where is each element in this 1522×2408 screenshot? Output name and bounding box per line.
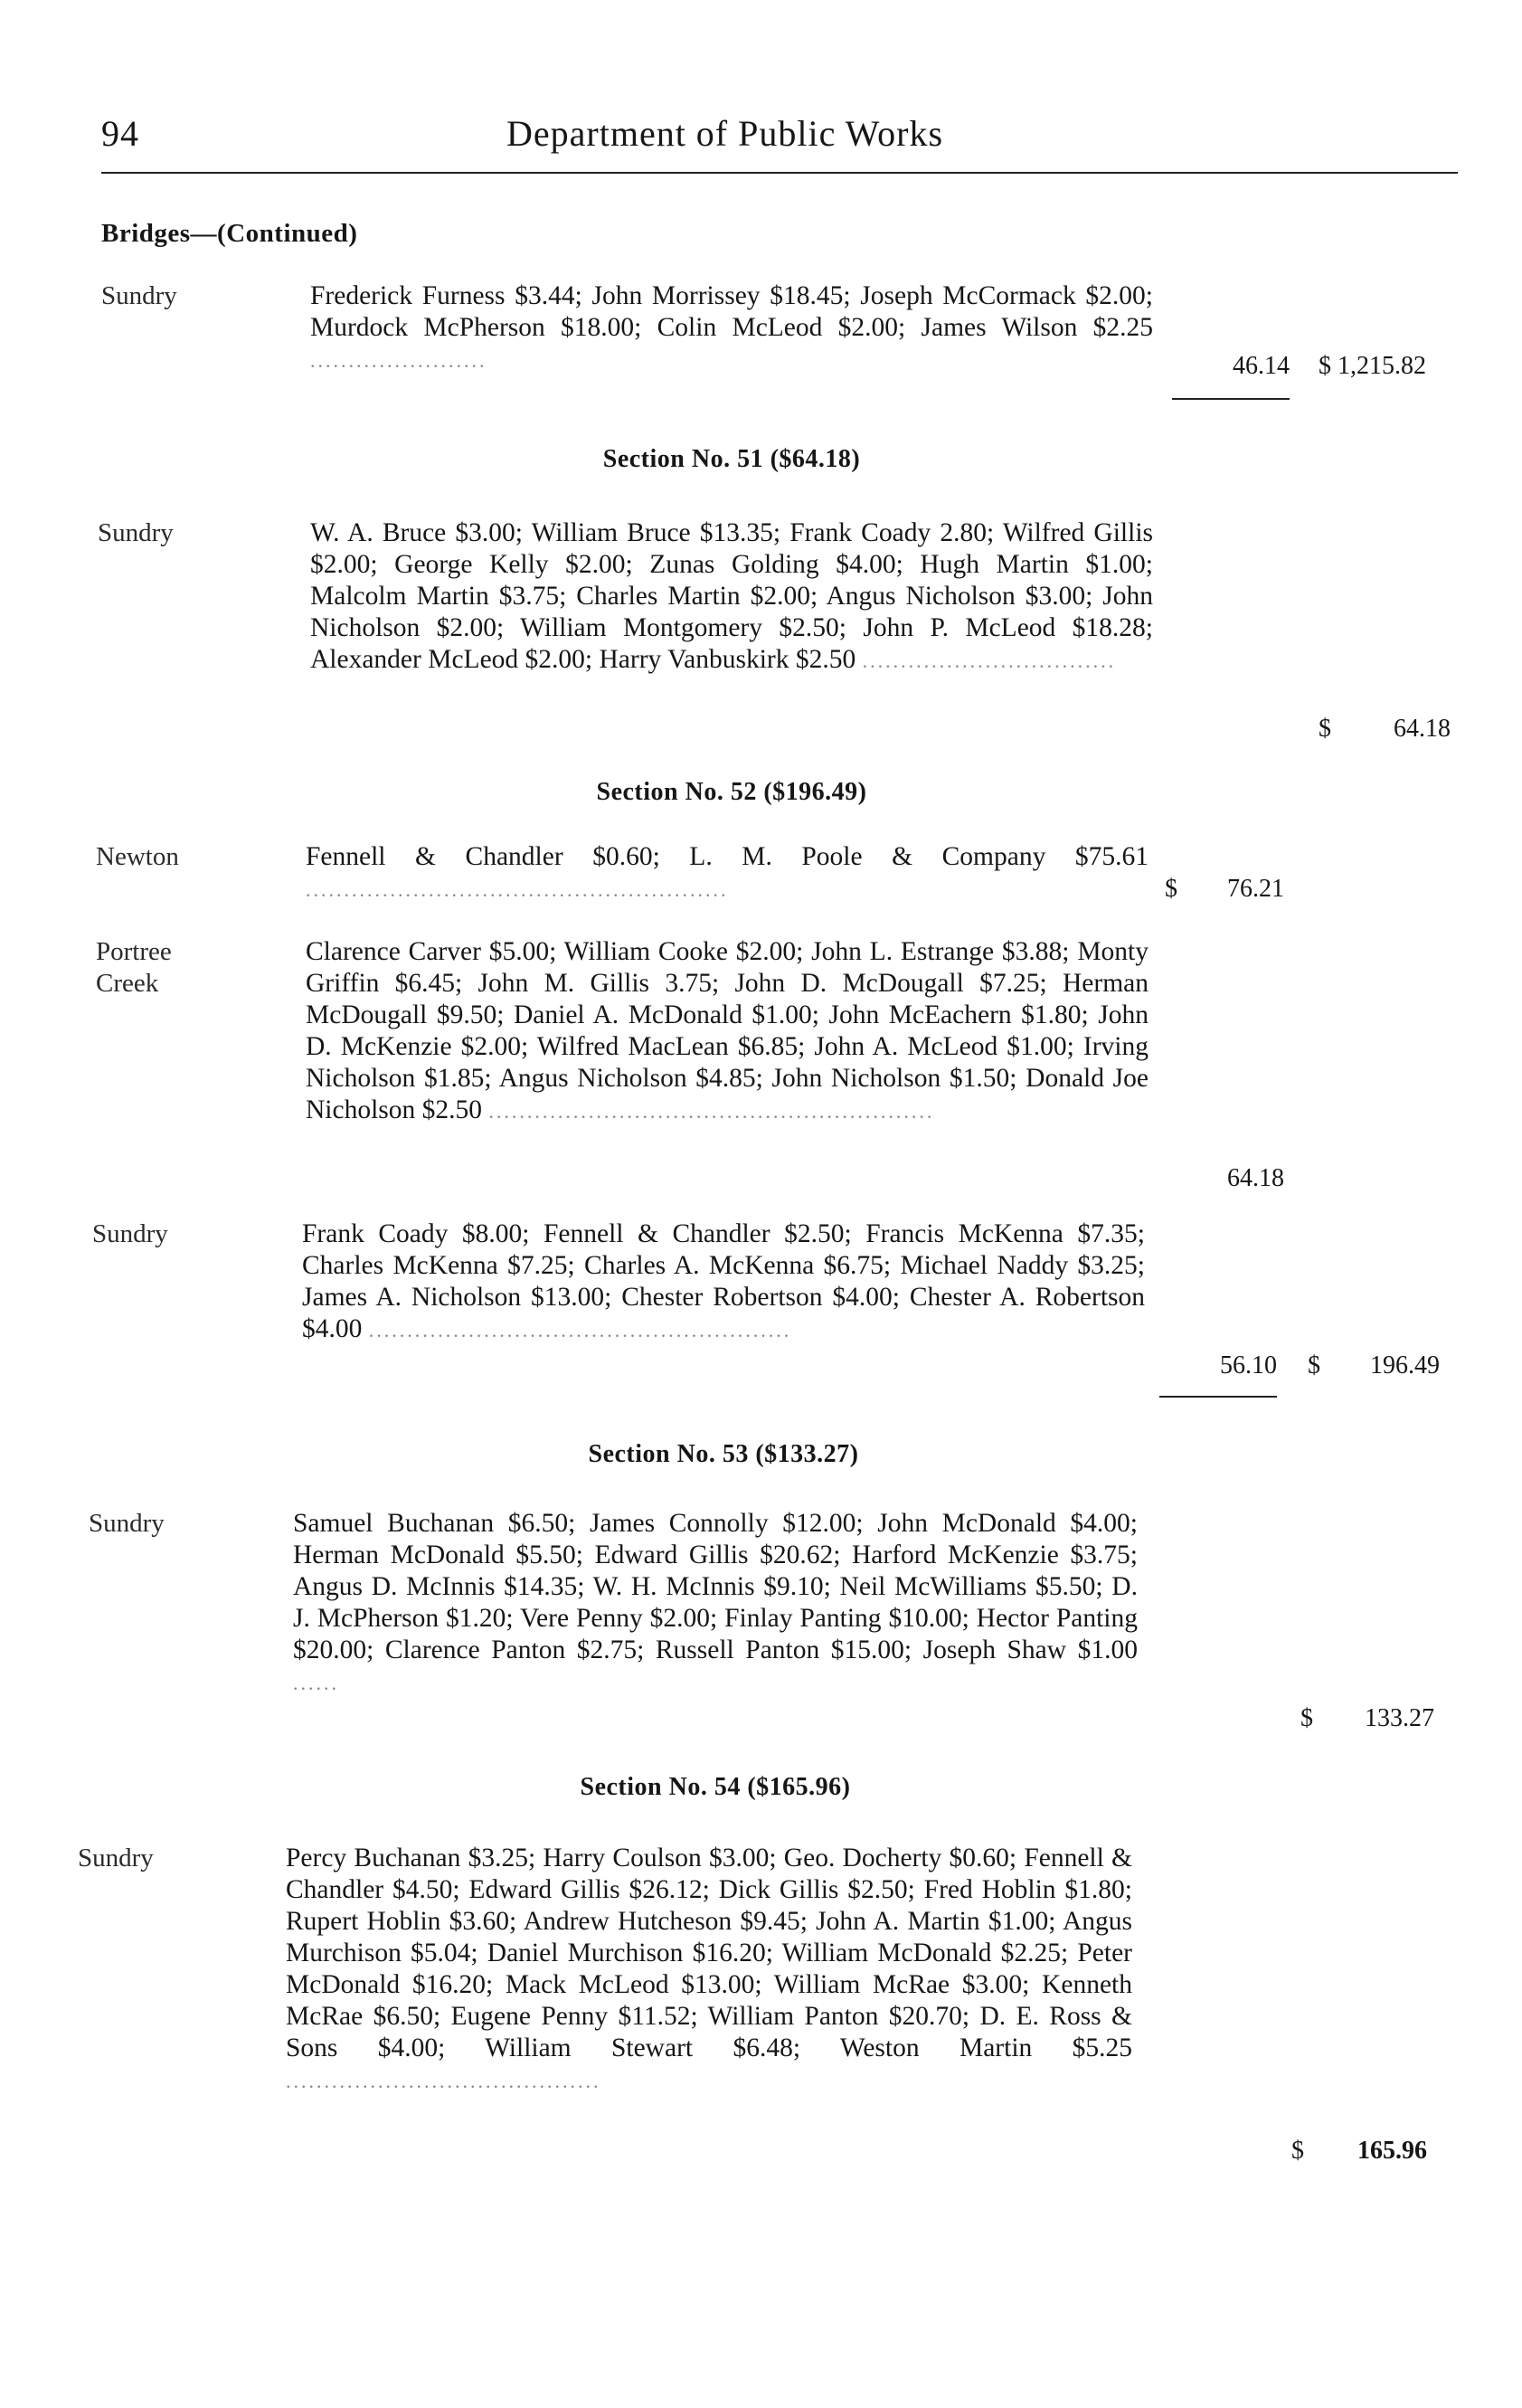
entry-place: Sundry xyxy=(78,1844,154,1872)
dot-leader: ....................................................... xyxy=(306,878,729,901)
entry-names: W. A. Bruce $3.00; William Bruce $13.35; Frank Coady 2.80; Wilfred Gillis $2.00; George Kelly $2.00; Zunas Golding $4.00; Hugh Martin $1.00; Malcolm Martin $3.75; Charles Martin $2.00; Angus Nicholson $3.00; John Nicholson $2.00; William Montgomery $2.50; John P. McLeod $18.28; Alexander McLeod $2.00; Harry Vanbuskirk $2.50 xyxy=(310,518,1153,674)
place-line: Portree xyxy=(96,937,172,966)
entry-names: Samuel Buchanan $6.50; James Connolly $12.00; John McDonald $4.00; Herman McDonald $5.50; Edward Gillis $20.62; Harford McKenzie $3.75; Angus D. McInnis $14.35; W. H. McInnis $9.10; Neil McWilliams $5.50; D. J. McPherson $1.20; Vere Penny $2.00; Finlay Panting $10.00; Hector Panting $20.00; Clarence Panton $2.75; Russell Panton $15.00; Joseph Shaw $1.00 xyxy=(293,1509,1138,1664)
header-rule xyxy=(101,172,1458,174)
entry-text xyxy=(293,1508,1138,1699)
entry-total-sign: $ xyxy=(1300,1704,1313,1732)
entry-text xyxy=(286,1843,1132,2097)
entry-total-sign: $ xyxy=(1291,2137,1304,2165)
entry-total: 133.27 xyxy=(1365,1704,1434,1732)
continuation-heading: Bridges—(Continued) xyxy=(101,219,358,248)
entry-place: Newton xyxy=(96,842,179,871)
entry-names: Fennell & Chandler $0.60; L. M. Poole & Company $75.61 xyxy=(306,842,1149,871)
entry-text xyxy=(306,841,1149,905)
page-number: 94 xyxy=(101,113,139,154)
dot-leader: ......................................... xyxy=(286,2070,601,2092)
entry-text xyxy=(302,1218,1145,1346)
entry-total-sign: $ xyxy=(1319,715,1331,743)
entry-total: 165.96 xyxy=(1357,2137,1427,2165)
entry-amount: 56.10 xyxy=(1220,1351,1277,1379)
entry-names: Frederick Furness $3.44; John Morrissey $18.45; Joseph McCormack $2.00; Murdock McPherson $18.00; Colin McLeod $2.00; James Wilson $2.25 xyxy=(310,281,1153,342)
entry-total: $ 1,215.82 xyxy=(1319,352,1426,380)
subtotal-rule xyxy=(1172,398,1290,400)
dot-leader: ...... xyxy=(293,1672,339,1694)
place-line: Creek xyxy=(96,969,159,998)
entry-place: Sundry xyxy=(92,1219,168,1248)
dot-leader: ................................. xyxy=(862,649,1117,672)
entry-amount-sign: $ xyxy=(1165,875,1177,903)
entry-amount: 76.21 xyxy=(1227,875,1284,903)
entry-text xyxy=(310,280,1153,376)
entry-total: 64.18 xyxy=(1394,715,1451,743)
entry-place: Sundry xyxy=(98,518,174,547)
entry-place: Sundry xyxy=(89,1509,165,1538)
entry-total: 196.49 xyxy=(1370,1351,1440,1379)
subtotal-rule xyxy=(1159,1396,1277,1398)
section-heading: Section No. 54 ($165.96) xyxy=(580,1773,851,1801)
entry-total-sign: $ xyxy=(1308,1351,1320,1379)
dot-leader: ....................... xyxy=(310,349,487,372)
entry-amount: 64.18 xyxy=(1227,1164,1284,1192)
section-heading: Section No. 52 ($196.49) xyxy=(596,778,867,806)
entry-text xyxy=(310,517,1153,677)
entry-amount: 46.14 xyxy=(1233,352,1290,380)
section-heading: Section No. 53 ($133.27) xyxy=(588,1440,859,1468)
entry-names: Percy Buchanan $3.25; Harry Coulson $3.00; Geo. Docherty $0.60; Fennell & Chandler $4.50; Edward Gillis $26.12; Dick Gillis $2.50; Fred Hoblin $1.80; Rupert Hoblin $3.60; Andrew Hutcheson $9.45; John A. Martin $1.00; Angus Murchison $5.04; Daniel Murchison $16.20; William McDonald $2.25; Peter McDonald $16.20; Mack McLeod $13.00; William McRae $3.00; Kenneth McRae $6.50; Eugene Penny $11.52; William Panton $20.70; D. E. Ross & Sons $4.00; William Stewart $6.48; Weston Martin $5.25 xyxy=(286,1844,1132,2062)
page-title: Department of Public Works xyxy=(506,113,944,154)
entry-text xyxy=(306,936,1149,1127)
entry-place: Sundry xyxy=(101,281,177,310)
entry-names: Clarence Carver $5.00; William Cooke $2.00; John L. Estrange $3.88; Monty Griffin $6.45; John M. Gillis 3.75; John D. McDougall $7.25; Herman McDougall $9.50; Daniel A. McDonald $1.00; John McEachern $1.80; John D. McKenzie $2.00; Wilfred MacLean $6.85; John A. McLeod $1.00; Irving Nicholson $1.85; Angus Nicholson $4.85; John Nicholson $1.50; Donald Joe Nicholson $2.50 xyxy=(306,937,1149,1124)
entry-names: Frank Coady $8.00; Fennell & Chandler $2.50; Francis McKenna $7.35; Charles McKenna $7.25; Charles A. McKenna $6.75; Michael Naddy $3.25; James A. Nicholson $13.00; Chester Robertson $4.00; Chester A. Robertson $4.00 xyxy=(302,1219,1145,1343)
entry-place xyxy=(96,936,172,1000)
section-heading: Section No. 51 ($64.18) xyxy=(602,445,861,473)
dot-leader: .......................................................... xyxy=(488,1100,935,1123)
dot-leader: ....................................................... xyxy=(368,1319,792,1341)
